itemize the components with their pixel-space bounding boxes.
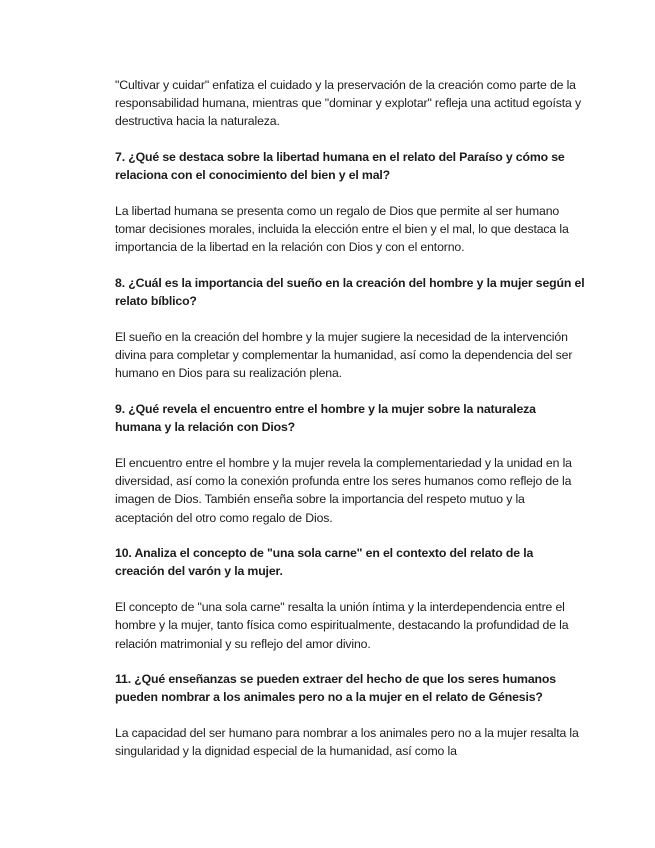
- question-8: 8. ¿Cuál es la importancia del sueño en la creación del hombre y la mujer según el relato bíblico?: [115, 275, 585, 308]
- question-10: 10. Analiza el concepto de "una sola carne" en el contexto del relato de la creación del varón y la mujer.: [115, 545, 534, 579]
- answer-9: El encuentro entre el hombre y la mujer revela la complementariedad y la unidad en la diversidad, así como la conexión profunda entre los seres humanos como reflejo de la imagen de Dios. También enseña sobre la importancia del respeto mutuo y la aceptación del otro como regalo de Dios.: [115, 456, 572, 525]
- question-11: 11. ¿Qué enseñanzas se pueden extraer del hecho de que los seres humanos pueden nombrar a los animales pero no a la mujer en el relato de Génesis?: [115, 671, 556, 705]
- question-7: 7. ¿Qué se destaca sobre la libertad humana en el relato del Paraíso y cómo se relaciona con el conocimiento del bien y el mal?: [115, 149, 565, 182]
- answer-8: El sueño en la creación del hombre y la mujer sugiere la necesidad de la intervención divina para completar y complementar la humanidad, así como la dependencia del ser humano en Dios para su realización plena.: [115, 330, 573, 381]
- intro-paragraph: "Cultivar y cuidar" enfatiza el cuidado y la preservación de la creación como parte de la responsabilidad humana, mientras que "dominar y explotar" refleja una actitud egoísta y destructiva hacia la naturaleza.: [115, 78, 581, 129]
- answer-11: La capacidad del ser humano para nombrar a los animales pero no a la mujer resalta la singularidad y la dignidad especial de la humanidad, así como la: [115, 726, 579, 759]
- question-9: 9. ¿Qué revela el encuentro entre el hombre y la mujer sobre la naturaleza humana y la relación con Dios?: [115, 401, 536, 434]
- answer-7: La libertad humana se presenta como un regalo de Dios que permite al ser humano tomar decisiones morales, incluida la elección entre el bien y el mal, lo que destaca la importancia de la libertad en la relación con Dios y con el entorno.: [115, 204, 569, 255]
- document-body: [115, 76, 585, 761]
- answer-10: El concepto de "una sola carne" resalta la unión íntima y la interdependencia entre el hombre y la mujer, tanto física como espiritualmente, destacando la profundidad de la relación matrimonial y su reflejo del amor divino.: [115, 600, 569, 651]
